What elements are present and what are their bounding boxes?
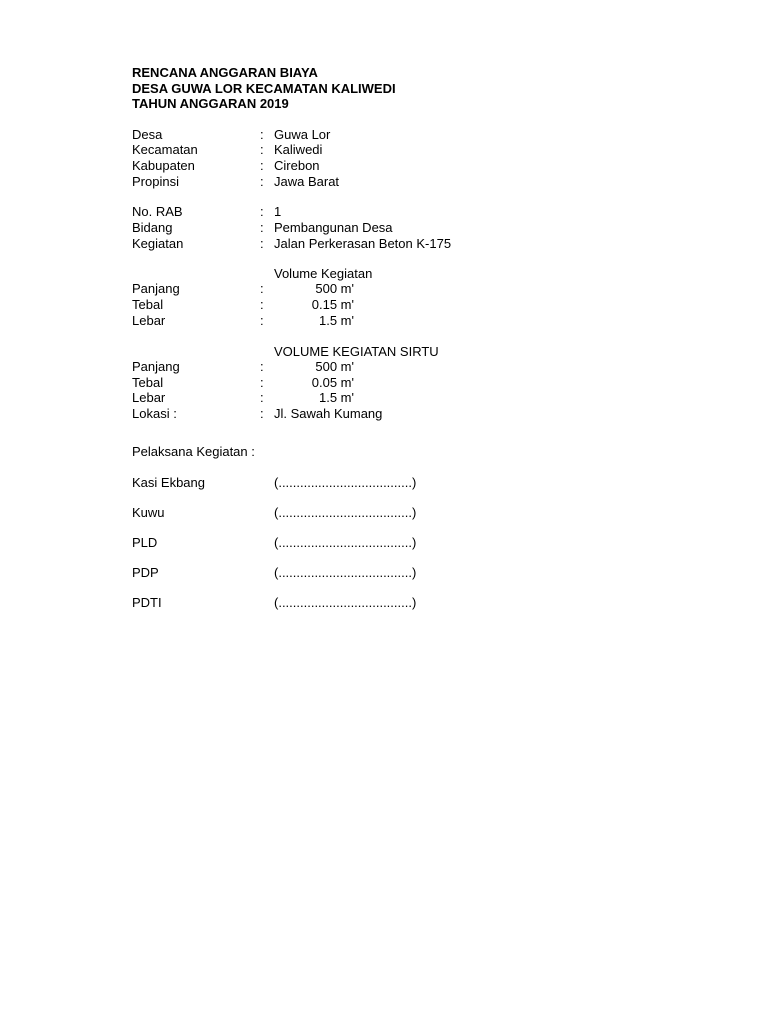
signature-row-pdp [0, 565, 768, 581]
field-value: 1.5 m' [319, 313, 354, 328]
field-value: Jl. Sawah Kumang [274, 406, 383, 421]
volume-row-panjang [0, 281, 768, 297]
field-label: Propinsi [132, 174, 179, 189]
signature-line: (.....................................) [274, 475, 417, 490]
field-value: 500 m' [315, 359, 354, 374]
field-colon: : [260, 406, 264, 421]
field-row-lokasi [0, 406, 768, 422]
field-label: Bidang [132, 220, 173, 235]
field-value: Jalan Perkerasan Beton K-175 [274, 236, 452, 251]
sirtu-row-panjang [0, 359, 768, 375]
field-colon: : [260, 220, 264, 235]
field-row-kegiatan [0, 236, 768, 252]
field-colon: : [260, 281, 264, 296]
sirtu-row-lebar [0, 390, 768, 406]
signatory-role: PDP [132, 565, 159, 580]
signature-row-pdti [0, 595, 768, 611]
field-value: 500 m' [315, 281, 354, 296]
signatory-role: PDTI [132, 595, 162, 610]
signature-line: (.....................................) [274, 595, 417, 610]
field-label: Lebar [132, 313, 166, 328]
section-heading: VOLUME KEGIATAN SIRTU [274, 344, 439, 359]
field-value: Cirebon [274, 158, 320, 173]
field-label: Kecamatan [132, 142, 198, 157]
field-colon: : [260, 297, 264, 312]
field-row-kecamatan [0, 142, 768, 158]
field-row-kabupaten [0, 158, 768, 174]
field-label: Lebar [132, 390, 166, 405]
signature-line: (.....................................) [274, 505, 417, 520]
field-value: 0.05 m' [311, 375, 354, 390]
field-colon: : [260, 359, 264, 374]
field-colon: : [260, 174, 264, 189]
field-value: Guwa Lor [274, 127, 331, 142]
field-label: Desa [132, 127, 163, 142]
field-row-bidang [0, 220, 768, 236]
field-row-no-rab [0, 204, 768, 220]
field-colon: : [260, 158, 264, 173]
field-label: No. RAB [132, 204, 183, 219]
field-colon: : [260, 127, 264, 142]
field-label: Lokasi : [132, 406, 177, 421]
section-heading: Volume Kegiatan [274, 266, 373, 281]
title-line-2: DESA GUWA LOR KECAMATAN KALIWEDI [132, 81, 396, 96]
volume-sirtu-heading-row [0, 344, 768, 360]
field-value: 0.15 m' [311, 297, 354, 312]
sirtu-row-tebal [0, 375, 768, 391]
field-label: Panjang [132, 281, 180, 296]
signatory-role: PLD [132, 535, 158, 550]
field-value: 1 [274, 204, 282, 219]
field-label: Kegiatan [132, 236, 184, 251]
field-value: Jawa Barat [274, 174, 340, 189]
field-label: Panjang [132, 359, 180, 374]
volume-row-lebar [0, 313, 768, 329]
field-colon: : [260, 313, 264, 328]
signature-row-kasi-ekbang [0, 475, 768, 491]
title-line-3: TAHUN ANGGARAN 2019 [132, 96, 289, 111]
pelaksana-heading-row [0, 444, 768, 460]
field-colon: : [260, 204, 264, 219]
signature-row-kuwu [0, 505, 768, 521]
field-label: Tebal [132, 297, 164, 312]
section-heading: Pelaksana Kegiatan : [132, 444, 255, 459]
field-row-propinsi [0, 174, 768, 190]
field-colon: : [260, 142, 264, 157]
signature-row-pld [0, 535, 768, 551]
title-line-1: RENCANA ANGGARAN BIAYA [132, 65, 318, 80]
field-value: Pembangunan Desa [274, 220, 393, 235]
field-value: Kaliwedi [274, 142, 323, 157]
field-row-desa [0, 127, 768, 143]
field-label: Kabupaten [132, 158, 195, 173]
signatory-role: Kuwu [132, 505, 165, 520]
field-colon: : [260, 375, 264, 390]
volume-row-tebal [0, 297, 768, 313]
signature-line: (.....................................) [274, 565, 417, 580]
signatory-role: Kasi Ekbang [132, 475, 205, 490]
field-colon: : [260, 390, 264, 405]
signature-line: (.....................................) [274, 535, 417, 550]
field-value: 1.5 m' [319, 390, 354, 405]
volume-kegiatan-heading-row [0, 266, 768, 282]
field-colon: : [260, 236, 264, 251]
field-label: Tebal [132, 375, 164, 390]
